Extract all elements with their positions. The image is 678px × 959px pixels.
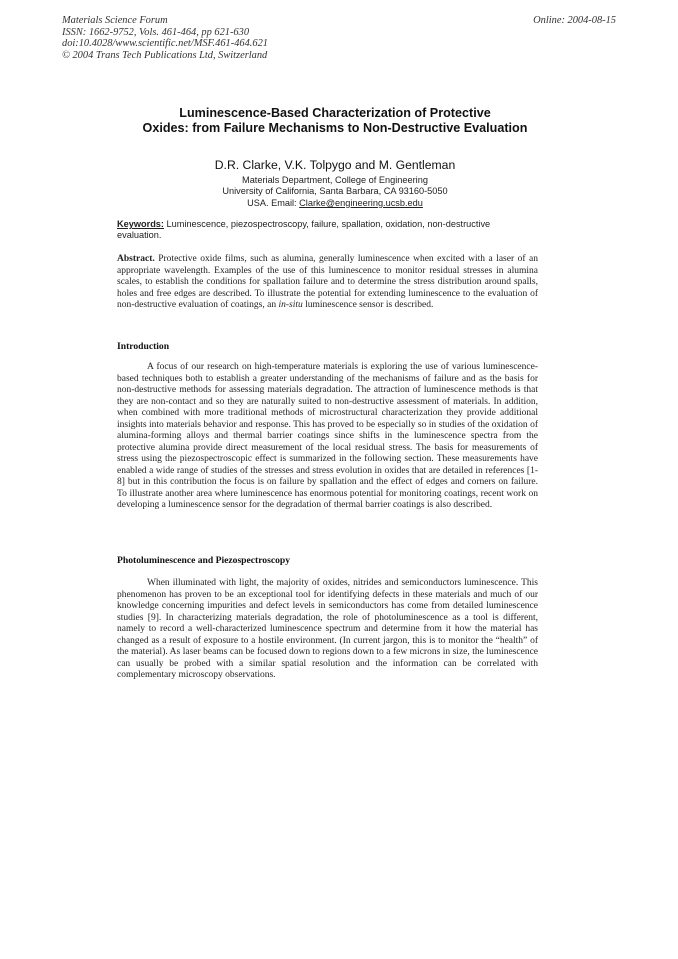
photoluminescence-paragraph: When illuminated with light, the majority of oxides, nitrides and semiconductors luminescence. This phenomenon has proven to be an exceptional tool for identifying defects in these materials and much of our knowledge concerning impurities and defect levels in semiconductors has come from detailed luminescence studies [9]. In characterizing materials degradation, the role of photoluminescence as a tool is different, namely to record a well-characterized luminescence spectrum and determine from it how the material has changed as a result of exposure to a hostile environment. (In current jargon, this is to monitor the “health” of the material). As laser beams can be focused down to regions down to a few microns in size, the luminescence can usually be probed with a similar spatial resolution and the information can be correlated with complementary microscopy observations. <box>117 578 538 680</box>
journal-copyright: © 2004 Trans Tech Publications Ltd, Switzerland <box>62 49 268 61</box>
introduction-paragraph: A focus of our research on high-temperature materials is exploring the use of various luminescence-based techniques both to establish a greater understanding of the mechanisms of failure and as the basis for non-destructive methods for assessing materials degradation. The attraction of luminescence methods is that they are non-contact and so they are naturally suited to non-destructive assessment of materials. In addition, when combined with more traditional methods of microstructural characterization they provide additional insights into materials behavior and response. This has proved to be especially so in studies of the oxidation of alumina-forming alloys and thermal barrier coatings since shifts in the luminescence spectra from the protective alumina provide direct measurement of the local residual stress. The basis for measurements of stress using the piezospectroscopic effect is summarized in the following section. These measurements have enabled a wide range of studies of the stresses and stress evolution in oxides that are detailed in references [1-8] but in this contribution the focus is on failure by spallation and the effect of edges and corners on failure. To illustrate another area where luminescence has enormous potential for monitoring coatings, recent work on developing a luminescence sensor for the degradation of thermal barrier coatings is also described. <box>117 362 538 510</box>
journal-header <box>62 15 268 61</box>
keywords-label: Keywords: <box>117 219 164 229</box>
keywords <box>117 219 537 241</box>
title-line-1: Luminescence-Based Characterization of Protective <box>179 106 491 120</box>
journal-name: Materials Science Forum <box>62 15 168 26</box>
abstract <box>117 254 538 312</box>
title-line-2: Oxides: from Failure Mechanisms to Non-Destructive Evaluation <box>142 121 528 135</box>
online-date: Online: 2004-08-15 <box>533 15 616 26</box>
journal-doi: doi:10.4028/www.scientific.net/MSF.461-464.621 <box>62 38 268 50</box>
journal-issn: ISSN: 1662-9752, Vols. 461-464, pp 621-630 <box>62 26 250 38</box>
email-link[interactable]: Clarke@engineering.ucsb.edu <box>299 197 423 208</box>
affiliation-university: University of California, Santa Barbara, CA 93160-5050 <box>222 186 448 197</box>
introduction-heading: Introduction <box>117 341 170 352</box>
affiliation-department: Materials Department, College of Engineering <box>242 175 428 185</box>
affiliation <box>70 175 600 209</box>
affiliation-email-line <box>70 198 600 209</box>
photoluminescence-heading: Photoluminescence and Piezospectroscopy <box>117 555 291 566</box>
abstract-italic: in-situ <box>278 300 303 310</box>
abstract-text-after: luminescence sensor is described. <box>302 300 434 310</box>
abstract-text-before: Protective oxide films, such as alumina, generally luminescence when excited with a laser of an appropriate wavelength. Examples of the use of this luminescence to monitor residual stresses in alumina scales, to establish the conditions for spallation failure and to determine the stress distribution around spalls, holes and free edges are described. To illustrate the potential for extending luminescence to the evaluation of non-destructive evaluation of coatings, an <box>117 254 538 310</box>
keywords-text: Luminescence, piezospectroscopy, failure, spallation, oxidation, non-destructive evaluation. <box>117 219 491 240</box>
email-prefix: USA. Email: <box>247 197 300 208</box>
abstract-label: Abstract. <box>117 254 155 264</box>
authors: D.R. Clarke, V.K. Tolpygo and M. Gentleman <box>214 158 456 172</box>
paper-title <box>70 106 600 136</box>
